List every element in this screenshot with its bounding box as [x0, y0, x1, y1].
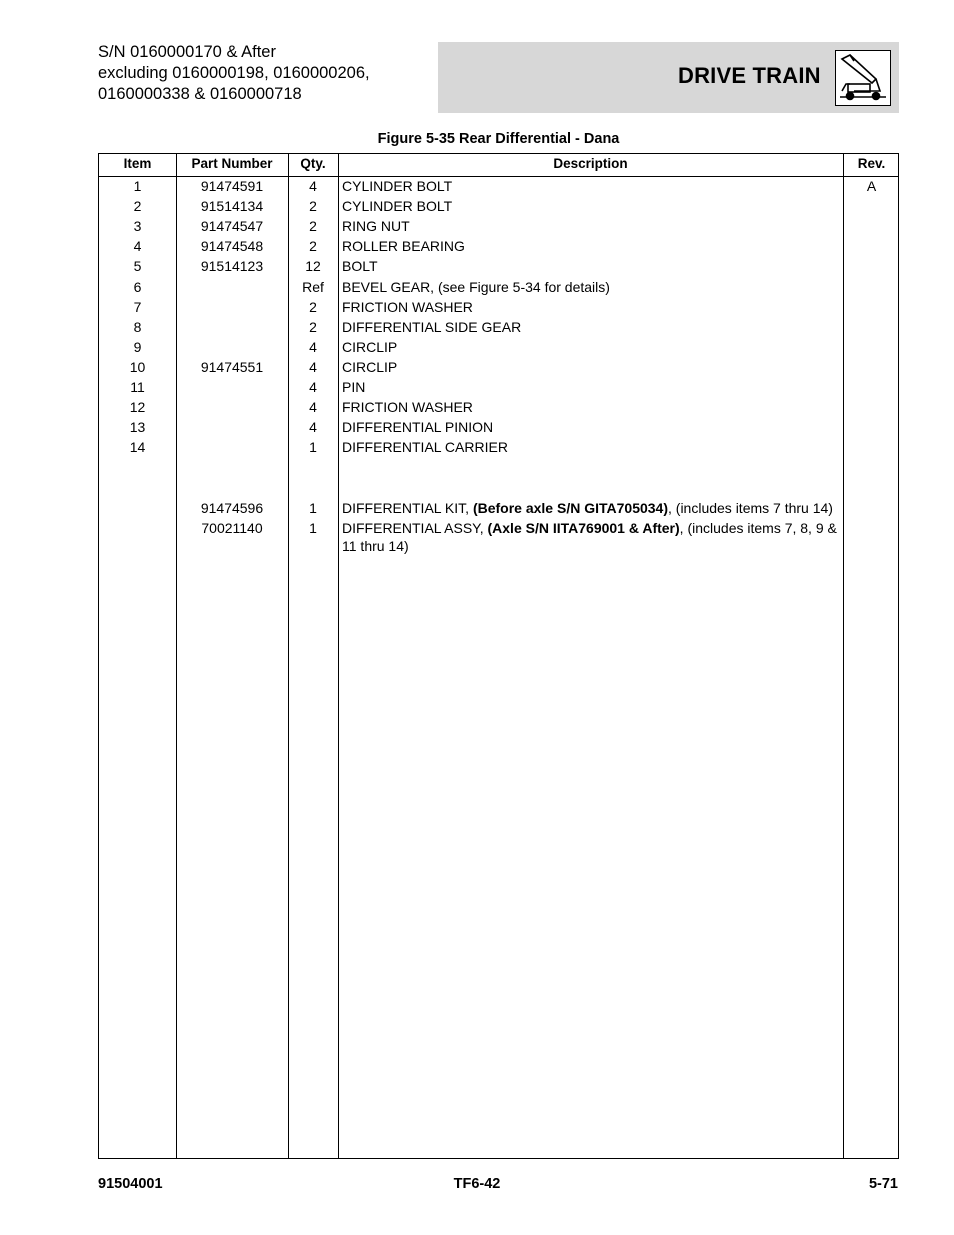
item-cell: 2 [133, 198, 142, 215]
description-cell: DIFFERENTIAL CARRIER [342, 439, 508, 456]
description-cell: FRICTION WASHER [342, 298, 473, 315]
qty-cell: 1 [309, 500, 317, 516]
item-cell: 3 [133, 218, 142, 235]
qty-cell: 4 [309, 399, 317, 416]
part-number-cell: 70021140 [201, 520, 263, 536]
serial-number-block [98, 42, 370, 105]
qty-cell: 2 [309, 198, 317, 215]
qty-cell: 12 [305, 258, 321, 275]
description-cell: DIFFERENTIAL PINION [342, 419, 494, 436]
description-text: , (includes items 7, 8, 9 & 11 thru 14) [342, 520, 837, 554]
description-text: DIFFERENTIAL KIT, [342, 500, 473, 516]
item-cell: 5 [133, 258, 142, 275]
item-cell: 4 [133, 238, 142, 255]
description-cell: ROLLER BEARING [342, 238, 465, 255]
description-cell: CYLINDER BOLT [342, 178, 453, 194]
rev-cell: A [866, 178, 877, 194]
serial-range: (Before axle S/N GITA705034) [472, 500, 668, 516]
description-cell: CIRCLIP [342, 338, 398, 355]
part-number-cell: 91474591 [200, 178, 264, 194]
serial-line: excluding 0160000198, 0160000206, [98, 64, 370, 82]
description-cell: BOLT [342, 258, 378, 275]
item-cell: 7 [133, 298, 142, 315]
item-cell: 13 [129, 419, 146, 436]
description-cell: DIFFERENTIAL SIDE GEAR [342, 318, 522, 335]
description-text: DIFFERENTIAL ASSY, [342, 520, 488, 536]
footer-reference: TF6-42 [453, 1176, 501, 1192]
serial-line: 0160000338 & 0160000718 [98, 85, 302, 103]
description-cell: FRICTION WASHER [342, 399, 473, 416]
qty-cell: 2 [309, 318, 317, 335]
qty-cell: 1 [309, 520, 317, 536]
column-header-item: Item [123, 156, 152, 171]
part-number-cell: 91514134 [200, 198, 264, 215]
qty-cell: 4 [309, 358, 317, 375]
column-header-rev: Rev. [857, 156, 886, 171]
description-cell: CIRCLIP [342, 358, 398, 375]
item-cell: 8 [133, 318, 142, 335]
qty-cell: 2 [309, 238, 317, 255]
column-header-part-number: Part Number [191, 156, 273, 171]
description-text: , (includes items 7 thru 14) [668, 500, 833, 516]
qty-cell: 4 [309, 178, 317, 194]
item-cell: 9 [133, 338, 142, 355]
description-cell [342, 498, 838, 517]
lift-machine-icon [835, 50, 891, 106]
serial-line: S/N 0160000170 & After [98, 43, 276, 61]
qty-cell: Ref [302, 278, 324, 295]
description-cell: RING NUT [342, 218, 410, 235]
qty-cell: 2 [309, 218, 317, 235]
description-cell: PIN [342, 379, 366, 395]
footer-page-number: 5-71 [868, 1176, 898, 1192]
item-cell: 6 [133, 278, 142, 295]
qty-cell: 2 [309, 298, 317, 315]
part-number-cell: 91514123 [200, 258, 264, 275]
qty-cell: 1 [309, 439, 317, 456]
part-number-cell: 91474596 [200, 500, 264, 516]
part-number-cell: 91474547 [200, 218, 264, 235]
part-number-cell: 91474548 [200, 238, 264, 255]
item-cell: 11 [130, 379, 145, 395]
item-cell: 12 [129, 399, 146, 416]
section-title: DRIVE TRAIN [678, 63, 821, 88]
serial-range: (Axle S/N IITA769001 & After) [487, 520, 680, 536]
column-header-qty: Qty. [300, 156, 326, 171]
column-header-description: Description [553, 156, 628, 171]
parts-table [98, 153, 899, 1159]
description-cell: BEVEL GEAR, (see Figure 5-34 for details) [342, 278, 610, 295]
item-cell: 10 [129, 358, 146, 375]
qty-cell: 4 [309, 419, 317, 436]
section-banner [438, 42, 899, 113]
qty-cell: 4 [309, 379, 317, 395]
description-cell [342, 518, 838, 555]
description-cell: CYLINDER BOLT [342, 198, 453, 215]
footer-document-number: 91504001 [98, 1176, 163, 1192]
item-cell: 14 [129, 439, 146, 456]
part-number-cell: 91474551 [200, 358, 264, 375]
qty-cell: 4 [309, 338, 317, 355]
item-cell: 1 [133, 178, 142, 194]
figure-title: Figure 5-35 Rear Differential - Dana [377, 131, 620, 147]
